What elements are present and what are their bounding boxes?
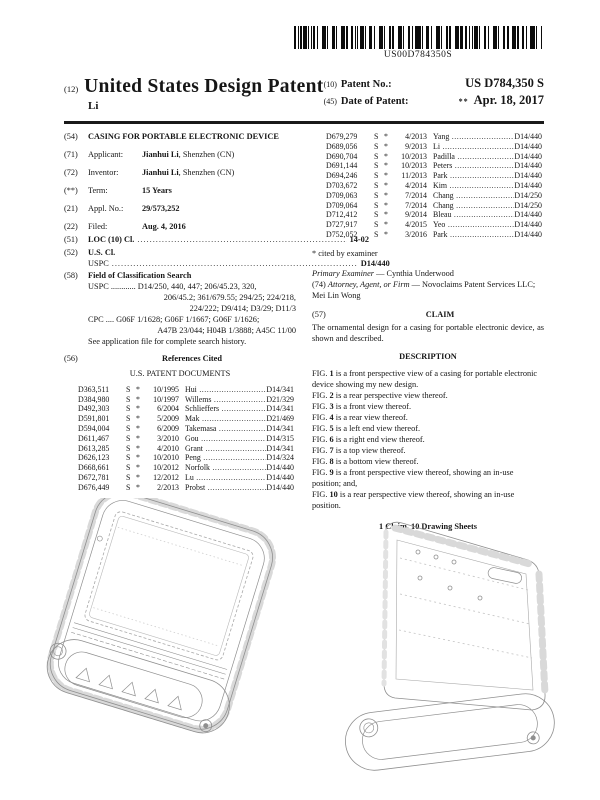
ref-date: 10/2013 bbox=[401, 151, 427, 161]
title-row bbox=[64, 132, 296, 143]
fig-text: is a rear perspective view thereof, showing an in-use position. bbox=[312, 489, 515, 510]
rear-perspective-figure bbox=[300, 498, 600, 793]
applicant-name: Jianhui Li bbox=[142, 149, 179, 159]
ref-kind: S bbox=[126, 433, 131, 443]
field-uspc-cont-line: 206/45.2; 361/679.55; 294/25; 224/218, bbox=[163, 293, 296, 303]
ref-kind: S bbox=[374, 161, 379, 171]
patent-no-field-code: (10) bbox=[323, 80, 337, 89]
figure-description-line bbox=[312, 391, 544, 402]
inventor-row bbox=[64, 168, 296, 179]
terminal-disclaimer-stars: ** bbox=[458, 97, 469, 106]
ref-classification: D14/324 bbox=[266, 453, 294, 463]
attorney-line bbox=[312, 280, 544, 302]
ref-examiner-star: * bbox=[384, 200, 388, 210]
fig-text: is a front perspective view of a casing for portable electronic device showing my new design. bbox=[312, 369, 538, 390]
ref-patent-number: D676,449 bbox=[78, 482, 110, 492]
fig-text: is a top view thereof. bbox=[335, 445, 406, 455]
fig-number: 5 bbox=[329, 423, 334, 433]
ref-patent-number: D384,980 bbox=[78, 394, 110, 404]
us-patent-documents-heading: U.S. PATENT DOCUMENTS bbox=[129, 368, 231, 378]
ref-date: 4/2010 bbox=[157, 443, 179, 453]
reference-row bbox=[64, 483, 296, 493]
uspc-value: D14/440 bbox=[360, 258, 390, 268]
ref-date: 10/2010 bbox=[153, 453, 179, 463]
ref-classification: D21/329 bbox=[266, 394, 294, 404]
fig-number: 9 bbox=[329, 467, 334, 477]
ref-patent-number: D613,285 bbox=[78, 443, 110, 453]
ref-examiner-star: * bbox=[136, 453, 140, 463]
references-table-right bbox=[312, 132, 544, 240]
ref-inventor-name: Chang ..... bbox=[433, 191, 514, 201]
ref-date: 6/2004 bbox=[157, 404, 179, 414]
ref-kind: S bbox=[126, 482, 131, 492]
fig-label: FIG. bbox=[312, 434, 328, 444]
reference-row bbox=[312, 210, 544, 220]
claims-sheets-line: 1 Claim, 10 Drawing Sheets bbox=[379, 522, 477, 532]
fig-text: is a front perspective view thereof, showing an in-use position; and, bbox=[312, 467, 514, 488]
references-field-code: (56) bbox=[64, 354, 78, 363]
rear-perspective-drawing bbox=[300, 498, 600, 793]
field-of-search-row bbox=[64, 271, 296, 348]
ref-date: 7/2014 bbox=[405, 190, 427, 200]
filed-row bbox=[64, 222, 296, 233]
ref-kind: S bbox=[126, 443, 131, 453]
ref-kind: S bbox=[126, 473, 131, 483]
fig-number: 4 bbox=[329, 413, 334, 423]
patent-no-value: US D784,350 S bbox=[465, 76, 544, 90]
field-label: Field of Classification Search bbox=[88, 271, 192, 281]
reference-row bbox=[64, 444, 296, 454]
dash: — bbox=[376, 268, 385, 278]
ref-classification: D14/315 bbox=[266, 433, 294, 443]
fig-label: FIG. bbox=[312, 423, 328, 433]
ref-inventor-name: Li ..... bbox=[433, 142, 514, 152]
figure-description-line bbox=[312, 424, 544, 435]
ref-patent-number: D703,672 bbox=[326, 180, 358, 190]
references-table-left bbox=[64, 385, 296, 493]
ref-patent-number: D492,303 bbox=[78, 404, 110, 414]
reference-row bbox=[312, 191, 544, 201]
field-uspc-cont bbox=[88, 293, 296, 315]
reference-row bbox=[64, 424, 296, 434]
ref-inventor-name: Gou ..... bbox=[185, 434, 266, 444]
fig-text: is a rear view thereof. bbox=[335, 413, 408, 423]
reference-row bbox=[312, 152, 544, 162]
figure-description-line bbox=[312, 468, 544, 490]
ref-inventor-name: Hui ..... bbox=[185, 385, 266, 395]
field-note: See application file for complete search history. bbox=[88, 337, 247, 347]
ref-classification: D14/341 bbox=[266, 424, 294, 434]
ref-examiner-star: * bbox=[384, 132, 388, 141]
ref-classification: D21/469 bbox=[266, 414, 294, 424]
ref-date: 4/2014 bbox=[405, 180, 427, 190]
ref-kind: S bbox=[126, 404, 131, 414]
ref-kind: S bbox=[374, 210, 379, 220]
reference-row bbox=[64, 473, 296, 483]
loc-field-code: (51) bbox=[64, 234, 78, 244]
figure-description-line bbox=[312, 402, 544, 413]
ref-examiner-star: * bbox=[136, 443, 140, 453]
ref-inventor-name: Willems ..... bbox=[185, 395, 266, 405]
figure-description-line bbox=[312, 446, 544, 457]
ref-classification: D14/440 bbox=[514, 151, 542, 161]
field-uspc-cont-line: 224/222; D9/414; D3/29; D11/3 bbox=[189, 304, 296, 314]
front-perspective-figure bbox=[0, 498, 300, 793]
ref-kind: S bbox=[126, 463, 131, 473]
ref-classification: D14/440 bbox=[514, 141, 542, 151]
reference-row bbox=[64, 385, 296, 395]
applicant-location: , Shenzhen (CN) bbox=[178, 149, 235, 159]
inventor-location: , Shenzhen (CN) bbox=[178, 167, 235, 177]
loc-value: 14-02 bbox=[349, 234, 369, 244]
ref-examiner-star: * bbox=[136, 463, 140, 473]
ref-patent-number: D668,661 bbox=[78, 463, 110, 473]
claim-heading: CLAIM bbox=[425, 309, 455, 319]
fig-number: 2 bbox=[329, 391, 334, 401]
ref-inventor-name: Probst ..... bbox=[185, 483, 266, 493]
ref-date: 10/2013 bbox=[401, 161, 427, 171]
ref-inventor-name: Park ..... bbox=[433, 230, 514, 240]
kind-code-number: (12) bbox=[64, 84, 79, 94]
ref-examiner-star: * bbox=[136, 473, 140, 483]
document-type-title: United States Design Patent bbox=[84, 76, 324, 97]
fig-number: 8 bbox=[329, 456, 334, 466]
figure-descriptions bbox=[312, 369, 544, 511]
ref-patent-number: D594,004 bbox=[78, 424, 110, 434]
ref-date: 4/2013 bbox=[405, 132, 427, 141]
fig-label: FIG. bbox=[312, 467, 328, 477]
ref-examiner-star: * bbox=[384, 171, 388, 181]
ref-classification: D14/440 bbox=[266, 463, 294, 473]
reference-row bbox=[312, 171, 544, 181]
appl-no-value: 29/573,252 bbox=[142, 203, 180, 213]
ref-date: 10/1997 bbox=[153, 394, 179, 404]
ref-classification: D14/250 bbox=[514, 200, 542, 210]
ref-date: 12/2012 bbox=[153, 473, 179, 483]
reference-row bbox=[64, 463, 296, 473]
ref-inventor-name: Yeo ..... bbox=[433, 220, 514, 230]
header-left bbox=[64, 76, 324, 112]
ref-patent-number: D363,511 bbox=[78, 384, 110, 394]
ref-kind: S bbox=[374, 229, 379, 239]
filed-field-code: (22) bbox=[64, 221, 78, 231]
ref-inventor-name: Park ..... bbox=[433, 171, 514, 181]
fig-label: FIG. bbox=[312, 391, 328, 401]
fig-number: 7 bbox=[329, 445, 334, 455]
primary-examiner-line bbox=[312, 269, 544, 280]
ref-date: 3/2016 bbox=[405, 229, 427, 239]
fig-number: 3 bbox=[329, 402, 334, 412]
inventor-surname: Li bbox=[88, 100, 99, 112]
appl-no-row bbox=[64, 204, 296, 215]
fig-label: FIG. bbox=[312, 369, 328, 379]
ref-examiner-star: * bbox=[136, 394, 140, 404]
ref-classification: D14/341 bbox=[266, 384, 294, 394]
reference-row bbox=[64, 395, 296, 405]
fig-text: is a right end view thereof. bbox=[335, 434, 425, 444]
applicant-label: Applicant: bbox=[88, 149, 124, 159]
figure-description-line bbox=[312, 413, 544, 424]
attorney-field-code: (74) bbox=[312, 279, 326, 289]
ref-date: 3/2010 bbox=[157, 433, 179, 443]
fig-text: is a bottom view thereof. bbox=[335, 456, 419, 466]
ref-classification: D14/440 bbox=[514, 171, 542, 181]
title-field-code: (54) bbox=[64, 132, 78, 141]
ref-inventor-name: Chang ..... bbox=[433, 201, 514, 211]
ref-inventor-name: Peng ..... bbox=[185, 453, 266, 463]
date-value bbox=[459, 93, 544, 108]
figure-description-line bbox=[312, 457, 544, 468]
ref-classification: D14/440 bbox=[514, 132, 542, 141]
examiner-name: Cynthia Underwood bbox=[386, 268, 454, 278]
ref-examiner-star: * bbox=[384, 210, 388, 220]
fig-label: FIG. bbox=[312, 402, 328, 412]
header-right bbox=[324, 76, 544, 110]
appl-no-label: Appl. No.: bbox=[88, 203, 124, 213]
ref-patent-number: D694,246 bbox=[326, 171, 358, 181]
ref-patent-number: D672,781 bbox=[78, 473, 110, 483]
fig-text: is a rear perspective view thereof. bbox=[335, 391, 448, 401]
field-cpc-cont bbox=[88, 326, 296, 337]
ref-kind: S bbox=[126, 394, 131, 404]
filed-value: Aug. 4, 2016 bbox=[142, 221, 186, 231]
ref-patent-number: D626,123 bbox=[78, 453, 110, 463]
ref-classification: D14/440 bbox=[514, 220, 542, 230]
ref-patent-number: D690,704 bbox=[326, 151, 358, 161]
fig-number: 6 bbox=[329, 434, 334, 444]
ref-inventor-name: Padilla ..... bbox=[433, 152, 514, 162]
ref-kind: S bbox=[374, 190, 379, 200]
ref-inventor-name: Mak ..... bbox=[185, 414, 266, 424]
ref-classification: D14/440 bbox=[266, 482, 294, 492]
ref-inventor-name: Grant ..... bbox=[185, 444, 266, 454]
ref-date: 4/2015 bbox=[405, 220, 427, 230]
date-field-code: (45) bbox=[323, 97, 337, 106]
barcode-block bbox=[294, 26, 542, 60]
cited-by-examiner-note: * cited by examiner bbox=[312, 248, 378, 258]
invention-title: CASING FOR PORTABLE ELECTRONIC DEVICE bbox=[88, 132, 279, 141]
fig-number: 10 bbox=[329, 489, 338, 499]
ref-classification: D14/250 bbox=[514, 190, 542, 200]
ref-examiner-star: * bbox=[136, 433, 140, 443]
ref-date: 10/2012 bbox=[153, 463, 179, 473]
ref-kind: S bbox=[126, 414, 131, 424]
term-field-code: (**) bbox=[64, 185, 78, 195]
patent-date: Apr. 18, 2017 bbox=[473, 93, 544, 107]
ref-patent-number: D752,052 bbox=[326, 229, 358, 239]
filed-label: Filed: bbox=[88, 221, 108, 231]
ref-classification: D14/341 bbox=[266, 443, 294, 453]
field-uspc-first: USPC ............ D14/250, 440, 447; 206/45.23, 320, bbox=[88, 282, 257, 292]
loc-label: LOC (10) Cl. bbox=[88, 234, 135, 244]
ref-classification: D14/341 bbox=[266, 404, 294, 414]
ref-inventor-name: Schlieffers ..... bbox=[185, 404, 266, 414]
ref-examiner-star: * bbox=[384, 161, 388, 171]
claim-heading-row bbox=[312, 310, 544, 321]
inventor-label: Inventor: bbox=[88, 167, 119, 177]
applicant-field-code: (71) bbox=[64, 149, 78, 159]
ref-date: 2/2013 bbox=[157, 482, 179, 492]
body-columns bbox=[64, 132, 544, 533]
ref-kind: S bbox=[126, 424, 131, 434]
ref-patent-number: D709,064 bbox=[326, 200, 358, 210]
ref-inventor-name: Takemasa ..... bbox=[185, 424, 266, 434]
ref-classification: D14/440 bbox=[514, 210, 542, 220]
ref-inventor-name: Bleau ..... bbox=[433, 210, 514, 220]
ref-kind: S bbox=[374, 220, 379, 230]
reference-row bbox=[312, 230, 544, 240]
field-cpc-cont-line: A47B 23/044; H04B 1/3888; A45C 11/00 bbox=[157, 326, 296, 336]
ref-examiner-star: * bbox=[384, 220, 388, 230]
term-row bbox=[64, 186, 296, 197]
claim-text: The ornamental design for a casing for portable electronic device, as shown and described. bbox=[312, 323, 544, 344]
ref-examiner-star: * bbox=[384, 190, 388, 200]
ref-patent-number: D591,801 bbox=[78, 414, 110, 424]
ref-classification: D14/440 bbox=[514, 229, 542, 239]
reference-row bbox=[64, 404, 296, 414]
examiner-label: Primary Examiner bbox=[312, 268, 374, 278]
ref-inventor-name: Lu ..... bbox=[185, 473, 266, 483]
reference-row bbox=[312, 201, 544, 211]
appl-no-field-code: (21) bbox=[64, 203, 78, 213]
ref-examiner-star: * bbox=[136, 482, 140, 492]
fig-text: is a left end view thereof. bbox=[335, 423, 421, 433]
ref-date: 10/1995 bbox=[153, 384, 179, 394]
ref-inventor-name: Peters ..... bbox=[433, 161, 514, 171]
inventor-field-code: (72) bbox=[64, 167, 78, 177]
ref-inventor-name: Yang ..... bbox=[433, 132, 514, 142]
barcode-number: US00D784350S bbox=[383, 50, 453, 60]
ref-kind: S bbox=[374, 180, 379, 190]
reference-row bbox=[64, 414, 296, 424]
fig-label: FIG. bbox=[312, 413, 328, 423]
ref-date: 11/2013 bbox=[401, 171, 427, 181]
ref-examiner-star: * bbox=[384, 229, 388, 239]
reference-row bbox=[312, 181, 544, 191]
ref-date: 9/2013 bbox=[405, 141, 427, 151]
ref-kind: S bbox=[374, 200, 379, 210]
field-cpc-first: CPC .... G06F 1/1628; G06F 1/1667; G06F 1/1626; bbox=[88, 315, 260, 325]
ref-patent-number: D611,467 bbox=[78, 433, 110, 443]
claim-field-code: (57) bbox=[312, 309, 326, 319]
fig-label: FIG. bbox=[312, 456, 328, 466]
date-label: Date of Patent: bbox=[340, 96, 409, 107]
ref-classification: D14/440 bbox=[266, 473, 294, 483]
figure-description-line bbox=[312, 369, 544, 391]
applicant-row bbox=[64, 150, 296, 161]
ref-examiner-star: * bbox=[136, 384, 140, 394]
reference-row bbox=[312, 132, 544, 142]
fig-text: is a front view thereof. bbox=[335, 402, 412, 412]
reference-row bbox=[64, 453, 296, 463]
term-label: Term: bbox=[88, 185, 108, 195]
ref-patent-number: D679,279 bbox=[326, 132, 358, 141]
reference-row bbox=[312, 142, 544, 152]
drawing-sheet bbox=[0, 498, 600, 793]
ref-inventor-name: Norfolk ..... bbox=[185, 463, 266, 473]
attorney-label: Attorney, Agent, or Firm bbox=[327, 279, 410, 289]
ref-kind: S bbox=[374, 141, 379, 151]
ref-kind: S bbox=[374, 171, 379, 181]
ref-examiner-star: * bbox=[136, 414, 140, 424]
ref-classification: D14/440 bbox=[514, 161, 542, 171]
references-heading: References Cited bbox=[162, 354, 222, 363]
right-column bbox=[312, 132, 544, 533]
description-heading: DESCRIPTION bbox=[399, 352, 457, 362]
reference-row bbox=[312, 161, 544, 171]
reference-row bbox=[64, 434, 296, 444]
field-code: (58) bbox=[64, 271, 78, 281]
inventor-name: Jianhui Li bbox=[142, 167, 179, 177]
ref-examiner-star: * bbox=[136, 404, 140, 414]
ref-patent-number: D689,056 bbox=[326, 141, 358, 151]
ref-date: 9/2014 bbox=[405, 210, 427, 220]
ref-patent-number: D727,917 bbox=[326, 220, 358, 230]
uscl-label: U.S. Cl. bbox=[88, 247, 116, 257]
references-heading-row bbox=[64, 354, 296, 365]
barcode-image bbox=[294, 26, 542, 49]
ref-examiner-star: * bbox=[136, 424, 140, 434]
ref-classification: D14/440 bbox=[514, 180, 542, 190]
reference-row bbox=[312, 220, 544, 230]
ref-patent-number: D691,144 bbox=[326, 161, 358, 171]
ref-examiner-star: * bbox=[384, 151, 388, 161]
patent-header bbox=[64, 76, 544, 124]
ref-kind: S bbox=[374, 132, 379, 141]
uscl-field-code: (52) bbox=[64, 247, 78, 257]
ref-kind: S bbox=[374, 151, 379, 161]
dash: — bbox=[411, 279, 420, 289]
ref-date: 7/2014 bbox=[405, 200, 427, 210]
front-perspective-drawing bbox=[0, 498, 300, 793]
ref-patent-number: D712,412 bbox=[326, 210, 358, 220]
ref-date: 6/2009 bbox=[157, 424, 179, 434]
patent-no-label: Patent No.: bbox=[340, 79, 392, 90]
term-value: 15 Years bbox=[142, 185, 172, 195]
fig-label: FIG. bbox=[312, 445, 328, 455]
attorney-name: Novoclaims Patent Services LLC; Mei Lin Wong bbox=[312, 279, 536, 300]
ref-patent-number: D709,063 bbox=[326, 190, 358, 200]
figure-description-line bbox=[312, 435, 544, 446]
fig-number: 1 bbox=[329, 369, 334, 379]
fig-label: FIG. bbox=[312, 489, 328, 499]
ref-kind: S bbox=[126, 384, 131, 394]
ref-date: 5/2009 bbox=[157, 414, 179, 424]
ref-inventor-name: Kim ..... bbox=[433, 181, 514, 191]
uspc-label: USPC bbox=[88, 258, 109, 268]
ref-examiner-star: * bbox=[384, 180, 388, 190]
ref-examiner-star: * bbox=[384, 141, 388, 151]
ref-kind: S bbox=[126, 453, 131, 463]
